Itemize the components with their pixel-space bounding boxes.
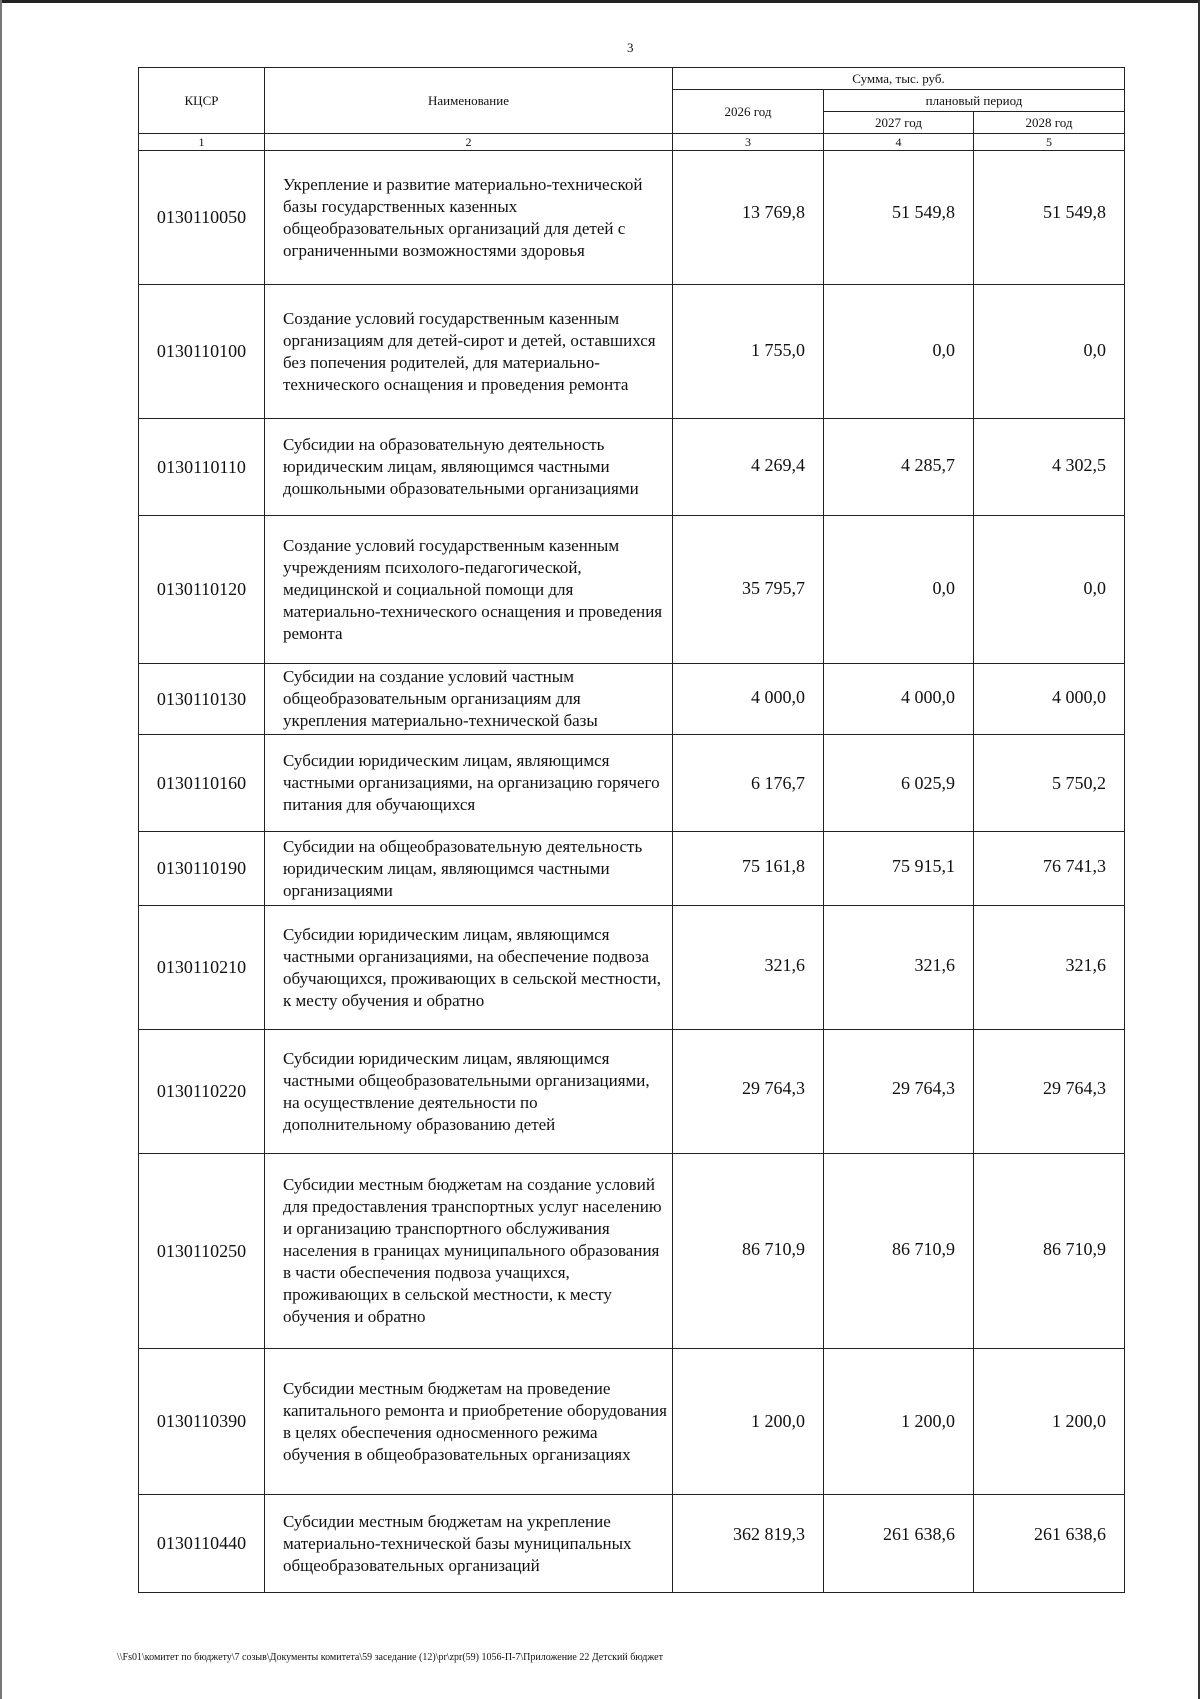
row-value-2027: 321,6 (824, 906, 974, 1030)
header-name: Наименование (265, 68, 673, 134)
row-code: 0130110390 (139, 1349, 265, 1495)
row-name: Субсидии местным бюджетам на создание условий для предоставления транспортных услуг населению и организацию транспортного обслуживания населения в границах муниципального образования в части обеспечения подвоза учащихся, проживающих в сельской местности, к месту обучения и обратно (265, 1154, 673, 1349)
row-value-2027: 1 200,0 (824, 1349, 974, 1495)
header-sum: Сумма, тыс. руб. (673, 68, 1125, 90)
row-value-2028: 4 000,0 (974, 664, 1125, 735)
row-code: 0130110050 (139, 151, 265, 285)
header-planning-period: плановый период (824, 90, 1125, 112)
row-value-2028: 51 549,8 (974, 151, 1125, 285)
row-code: 0130110120 (139, 516, 265, 664)
table-row (139, 1495, 1125, 1593)
scan-edge-left (0, 0, 2, 1699)
row-value-2026: 321,6 (673, 906, 824, 1030)
row-name: Укрепление и развитие материально-технической базы государственных казенных общеобразовательных организаций для детей с ограниченными возможностями здоровья (265, 151, 673, 285)
header-year-2026: 2026 год (673, 90, 824, 134)
table-row (139, 664, 1125, 735)
table-row (139, 1154, 1125, 1349)
table-row (139, 285, 1125, 419)
row-name: Субсидии местным бюджетам на укрепление материально-технической базы муниципальных общеобразовательных организаций (265, 1495, 673, 1593)
row-value-2026: 4 000,0 (673, 664, 824, 735)
header-year-2027: 2027 год (824, 112, 974, 134)
table-row (139, 419, 1125, 516)
row-name: Субсидии юридическим лицам, являющимся частными организациями, на организацию горячего питания для обучающихся (265, 735, 673, 832)
row-value-2028: 1 200,0 (974, 1349, 1125, 1495)
table-row (139, 1030, 1125, 1154)
column-number: 5 (974, 134, 1125, 151)
row-name: Субсидии юридическим лицам, являющимся частными общеобразовательными организациями, на осуществление деятельности по дополнительному образованию детей (265, 1030, 673, 1154)
header-code: КЦСР (139, 68, 265, 134)
table-row (139, 832, 1125, 906)
row-value-2028: 4 302,5 (974, 419, 1125, 516)
column-number: 3 (673, 134, 824, 151)
row-value-2027: 6 025,9 (824, 735, 974, 832)
column-number: 1 (139, 134, 265, 151)
row-value-2027: 0,0 (824, 285, 974, 419)
row-code: 0130110440 (139, 1495, 265, 1593)
row-name: Субсидии местным бюджетам на проведение капитального ремонта и приобретение оборудования в целях обеспечения односменного режима обучения в общеобразовательных организациях (265, 1349, 673, 1495)
row-name: Субсидии юридическим лицам, являющимся частными организациями, на обеспечение подвоза обучающихся, проживающих в сельской местности, к месту обучения и обратно (265, 906, 673, 1030)
row-value-2026: 1 755,0 (673, 285, 824, 419)
row-value-2026: 75 161,8 (673, 832, 824, 906)
row-value-2026: 1 200,0 (673, 1349, 824, 1495)
row-value-2027: 86 710,9 (824, 1154, 974, 1349)
row-value-2028: 0,0 (974, 285, 1125, 419)
row-code: 0130110220 (139, 1030, 265, 1154)
row-value-2028: 86 710,9 (974, 1154, 1125, 1349)
row-value-2026: 35 795,7 (673, 516, 824, 664)
row-name: Субсидии на общеобразовательную деятельность юридическим лицам, являющимся частными организациями (265, 832, 673, 906)
scan-edge-top (0, 0, 1200, 3)
page-number: 3 (627, 40, 634, 55)
header-year-2028: 2028 год (974, 112, 1125, 134)
row-value-2027: 29 764,3 (824, 1030, 974, 1154)
column-number: 2 (265, 134, 673, 151)
row-value-2028: 5 750,2 (974, 735, 1125, 832)
row-name: Создание условий государственным казенным учреждениям психолого-педагогической, медицинской и социальной помощи для материально-технического оснащения и проведения ремонта (265, 516, 673, 664)
row-value-2028: 76 741,3 (974, 832, 1125, 906)
row-value-2026: 29 764,3 (673, 1030, 824, 1154)
row-value-2028: 261 638,6 (974, 1495, 1125, 1593)
row-value-2027: 51 549,8 (824, 151, 974, 285)
row-value-2028: 29 764,3 (974, 1030, 1125, 1154)
table-row (139, 516, 1125, 664)
row-code: 0130110160 (139, 735, 265, 832)
row-value-2027: 4 000,0 (824, 664, 974, 735)
row-code: 0130110250 (139, 1154, 265, 1349)
row-value-2027: 4 285,7 (824, 419, 974, 516)
budget-table (138, 67, 1125, 1593)
row-code: 0130110100 (139, 285, 265, 419)
table-row (139, 151, 1125, 285)
table-row (139, 906, 1125, 1030)
row-value-2026: 4 269,4 (673, 419, 824, 516)
row-value-2027: 261 638,6 (824, 1495, 974, 1593)
row-value-2026: 13 769,8 (673, 151, 824, 285)
row-code: 0130110110 (139, 419, 265, 516)
row-code: 0130110210 (139, 906, 265, 1030)
column-number: 4 (824, 134, 974, 151)
row-name: Субсидии на создание условий частным общеобразовательным организациям для укрепления материально-технической базы (265, 664, 673, 735)
row-value-2028: 0,0 (974, 516, 1125, 664)
table-row (139, 1349, 1125, 1495)
footer-file-path: \\Fs01\комитет по бюджету\7 созыв\Документы комитета\59 заседание (12)\pr\zpr(59) 1056-П-7\Приложение 22 Детский бюджет (117, 1652, 663, 1663)
row-value-2027: 0,0 (824, 516, 974, 664)
row-name: Создание условий государственным казенным организациям для детей-сирот и детей, оставшихся без попечения родителей, для материально-технического оснащения и проведения ремонта (265, 285, 673, 419)
row-code: 0130110130 (139, 664, 265, 735)
row-value-2028: 321,6 (974, 906, 1125, 1030)
row-value-2026: 362 819,3 (673, 1495, 824, 1593)
row-value-2026: 6 176,7 (673, 735, 824, 832)
row-code: 0130110190 (139, 832, 265, 906)
row-value-2026: 86 710,9 (673, 1154, 824, 1349)
row-value-2027: 75 915,1 (824, 832, 974, 906)
table-row (139, 735, 1125, 832)
row-name: Субсидии на образовательную деятельность юридическим лицам, являющимся частными дошкольными образовательными организациями (265, 419, 673, 516)
